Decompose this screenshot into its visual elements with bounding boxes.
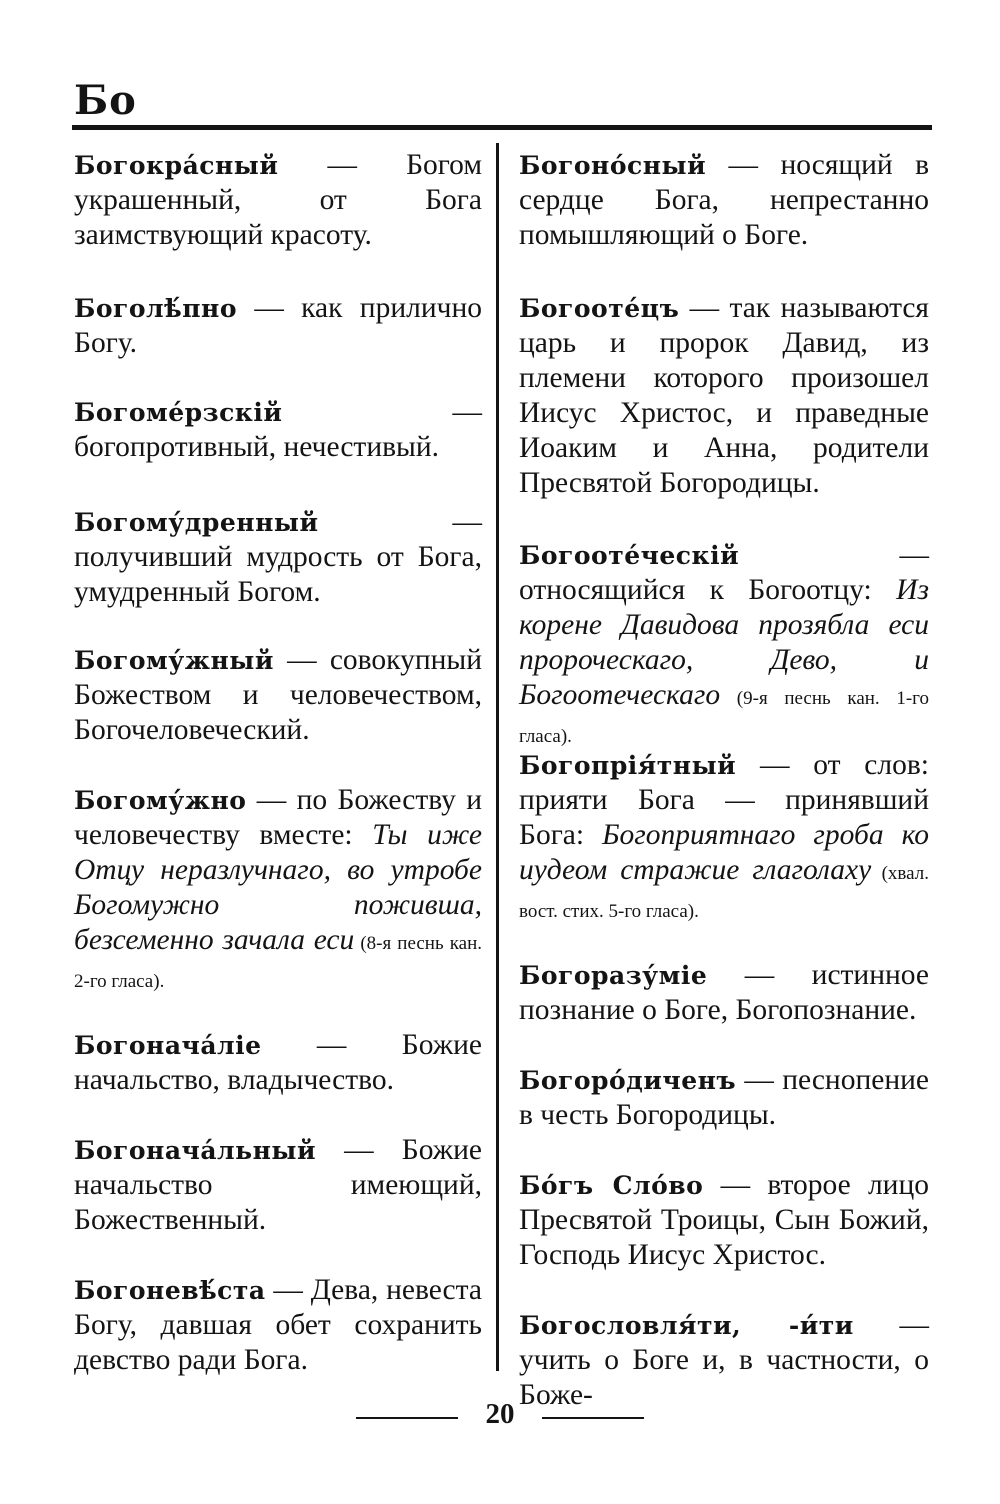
definition: Божие начальство, владычество. (74, 1029, 482, 1096)
headword: Богопрія́тный (519, 751, 737, 780)
dictionary-entry (519, 1063, 929, 1133)
dictionary-entry (74, 783, 482, 999)
entry-dash: — (273, 644, 330, 676)
entry-dash: — (739, 539, 929, 571)
dictionary-entry (519, 1168, 929, 1273)
entry-dash: — (736, 749, 814, 781)
definition: так называются царь и пророк Давид, из племени которого произошел Иисус Христос, и праведные Иоаким и Анна, родители Пресвятой Богородицы. (519, 292, 930, 499)
headword: Богокра́сный (74, 151, 279, 180)
dictionary-entry (74, 1133, 482, 1238)
entry-dash: — (706, 149, 781, 181)
dictionary-entry (519, 958, 929, 1028)
entry-dash: — (679, 292, 730, 324)
headword: Богооте́цъ (519, 294, 680, 323)
dictionary-entry (519, 291, 929, 501)
definition: Дева, невеста Богу, давшая обет сохранить девство ради Бога. (74, 1274, 482, 1376)
definition: носящий в сердце Бога, непрестанно помышляющий о Боге. (519, 149, 930, 251)
headword: Богооте́ческій (519, 541, 740, 570)
headword: Богоразу́міе (519, 961, 708, 990)
headword: Богонача́ліе (74, 1031, 262, 1060)
headword: Богословля́ти, -и́ти (519, 1311, 854, 1340)
definition: песнопение в честь Богородицы. (519, 1064, 929, 1131)
page-number: 20 (485, 1398, 515, 1430)
definition: получивший мудрость от Бога, умудренный Богом. (74, 541, 482, 608)
example-quote: Из корене Давидова прозябла еси пророческаго, Дево, и Богоотеческаго (519, 574, 929, 711)
definition: богопротивный, нечестивый. (74, 431, 440, 463)
dictionary-entry (519, 148, 929, 253)
definition: совокупный Божеством и человечеством, Богочеловеческий. (74, 644, 482, 746)
header-rule (72, 125, 932, 130)
entry-dash: — (237, 292, 302, 324)
dictionary-entry (74, 395, 482, 465)
headword: Богому́жно (74, 786, 247, 815)
definition: относящийся к Богоотцу: (519, 574, 897, 606)
entry-dash: — (278, 149, 407, 181)
definition: от слов: прияти Бога — принявший Бога: (519, 749, 929, 851)
entry-dash: — (265, 1274, 311, 1306)
entry-dash: — (246, 784, 297, 816)
entry-dash: — (318, 506, 482, 538)
dictionary-entry (74, 505, 482, 610)
footer-rule-left (356, 1417, 458, 1419)
dictionary-entry (74, 1273, 482, 1378)
dictionary-entry (519, 1308, 929, 1413)
source-reference: (8-я песнь кан. 2-го гласа). (74, 933, 482, 992)
headword: Богоно́сный (519, 151, 707, 180)
headword: Богоневѣ́ста (74, 1276, 266, 1305)
entry-dash: — (736, 1064, 783, 1096)
headword: Богому́жный (74, 646, 274, 675)
definition: второе лицо Пресвятой Троицы, Сын Божий, Господь Иисус Христос. (519, 1169, 929, 1271)
entry-dash: — (316, 1134, 402, 1166)
headword: Богонача́льный (74, 1136, 317, 1165)
definition: Божие начальство имеющий, Божественный. (74, 1134, 482, 1236)
headword: Боголѣ́пно (74, 294, 238, 323)
headword: Богоро́диченъ (519, 1066, 737, 1095)
entry-dash: — (707, 959, 812, 991)
column-divider (496, 143, 499, 1371)
definition: учить о Боге и, в частности, о Боже- (519, 1344, 929, 1411)
footer-rule-right (542, 1417, 644, 1419)
entry-dash: — (282, 396, 482, 428)
definition: по Божеству и человечеству вместе: (74, 784, 482, 851)
dictionary-entry (74, 1028, 482, 1098)
definition: истинное познание о Боге, Богопознание. (519, 959, 929, 1026)
entry-dash: — (703, 1169, 768, 1201)
headword: Богому́дренный (74, 508, 319, 537)
definition: Богом украшенный, от Бога заимствующий красоту. (74, 149, 482, 251)
headword: Богоме́рзскій (74, 398, 283, 427)
example-quote: Богоприятнаго гроба ко иудеом стражие глаголаху (519, 819, 929, 886)
example-quote: Ты иже Отцу неразлучнаго, во утробе Богомужно поживша, безсеменно зачала еси (74, 819, 482, 956)
dictionary-entry (519, 748, 929, 929)
headword: Бо́гъ Сло́во (519, 1171, 704, 1200)
entry-dash: — (853, 1309, 930, 1341)
source-reference: (9-я песнь кан. 1-го гласа). (519, 688, 929, 747)
dictionary-entry (74, 643, 482, 748)
definition: как прилично Богу. (74, 292, 482, 359)
section-letters: Бо (74, 77, 137, 124)
dictionary-entry (519, 538, 929, 754)
dictionary-entry (74, 148, 482, 253)
entry-dash: — (261, 1029, 402, 1061)
dictionary-entry (74, 291, 482, 361)
source-reference: (хвал. вост. стих. 5-го гласа). (519, 863, 929, 922)
